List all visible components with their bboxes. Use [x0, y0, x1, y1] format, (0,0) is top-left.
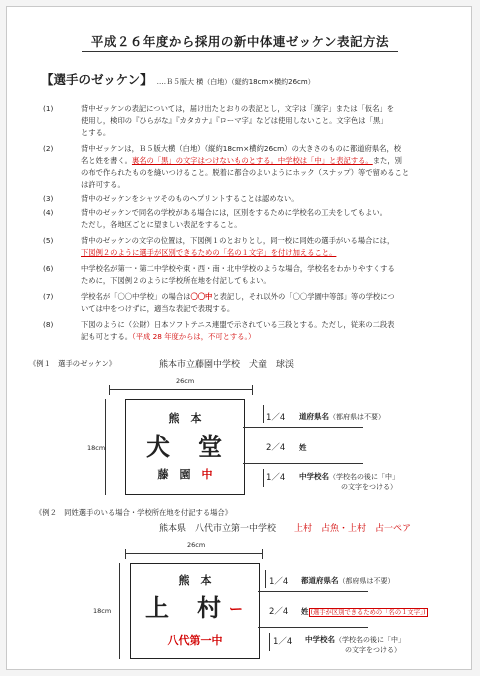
desc-prefecture: 道府県名（都府県は不要） — [299, 412, 385, 421]
example1-bib — [125, 399, 245, 495]
desc-surname: 姓 (選手が区別できるための「名の１文字」) — [301, 607, 426, 616]
desc-prefecture: 都道府県名（都府県は不要） — [301, 576, 395, 585]
width-dimension-line — [109, 389, 253, 390]
ratio-top: 1／4 — [269, 577, 289, 587]
rule-text: の布で作られたものを縫いつけること。脱着に都合のよいようにホック（スナップ）等で留めること — [81, 168, 410, 177]
rule-text-highlight: 下図例２のように選手が区別できるための「名の１文字」を付け加えること。 — [81, 248, 337, 257]
rule-text: 背中のゼッケンをシャツそのものへプリントすることは認めない。 — [81, 194, 299, 203]
section-heading — [41, 69, 315, 88]
example2-width-label: 26cm — [187, 541, 206, 549]
document-page — [6, 6, 472, 670]
rule-number: (6) — [43, 264, 54, 273]
rule-text: 背中ゼッケンは，Ｂ５版大横（白地）（縦約18cm×横約26cm）の大きさのものに都道府県名，校 — [81, 144, 402, 153]
highlight-text: （平成 28 年度からは，不可とする。） — [132, 332, 256, 341]
ratio-middle: 2／4 — [269, 607, 289, 617]
example2-title: 熊本県 八代市立第一中学校 上村 占魚・上村 占一ペア — [159, 524, 412, 534]
example1-height-label: 18cm — [87, 444, 106, 452]
desc-surname-note: (選手が区別できるための「名の１文字」) — [310, 609, 426, 616]
highlight-text: 裏名の「黒」の文字はつけないものとする。中学校は「中」と表記する。 — [131, 156, 373, 165]
bib-surname: 上 村 ー — [145, 594, 245, 622]
example2-label: 《例２ 同姓選手のいる場合・学校所在地を付記する場合》 — [35, 508, 233, 517]
example1-label: 《例１ 選手のゼッケン》 — [29, 359, 117, 368]
section-title: 【選手のゼッケン】 — [41, 72, 153, 87]
rule-text: 背中のゼッケンの文字の位置は，下図例１のとおりとし，同一校に同姓の選手がいる場合には， — [81, 236, 395, 245]
guide-line — [258, 627, 368, 628]
rule-number: (7) — [43, 292, 54, 301]
rule-text: 中学校名が第一・第二中学校や東・西・南・北中学校のような場合，学校名をわかりやすくする — [81, 264, 395, 273]
rule-number: (2) — [43, 144, 54, 153]
ratio-middle: 2／4 — [266, 443, 286, 453]
rule-text: とする。 — [81, 128, 111, 137]
dimension-tick — [109, 385, 110, 395]
ratio-bottom: 1／4 — [273, 637, 293, 647]
guide-line — [258, 591, 368, 592]
ratio-bottom: 1／4 — [266, 473, 286, 483]
highlight-text: 〇〇中 — [190, 292, 213, 301]
guide-tick — [265, 570, 266, 588]
bib-name-initial-mark: ー — [229, 602, 245, 618]
rule-text: 背中のゼッケンで同名の学校がある場合には，区別をするために学校名の工夫をしてもよい。 — [81, 208, 387, 217]
dimension-tick — [125, 549, 126, 559]
rule-text: 背中ゼッケンの表記については，届け出たとおりの表記とし，文字は「漢字」または「仮名」を — [81, 104, 395, 113]
rule-text: 名と姓を書く。裏名の「黒」の文字はつけないものとする。中学校は「中」と表記する。また，別 — [81, 156, 402, 165]
guide-line — [243, 463, 363, 464]
height-dimension-line — [119, 563, 120, 659]
rule-number: (4) — [43, 208, 54, 217]
rule-number: (3) — [43, 194, 54, 203]
rule-number: (8) — [43, 320, 54, 329]
rule-text: 記も可とする。（平成 28 年度からは，不可とする。） — [81, 332, 256, 341]
example2-bib — [130, 563, 260, 659]
ratio-top: 1／4 — [266, 413, 286, 423]
bib-surname: 犬 堂 — [146, 433, 224, 461]
bib-school: 藤 園 中 — [157, 468, 213, 481]
bib-prefecture: 熊 本 — [168, 412, 202, 425]
rule-text: ただし，各地区ごとに望ましい表記をすること。 — [81, 220, 242, 229]
example1-width-label: 26cm — [176, 377, 195, 385]
dimension-tick — [252, 385, 253, 395]
section-size-note: ‥‥Ｂ５版大 横（白地）（縦約18cm×横約26cm） — [156, 78, 315, 86]
desc-school: 中学校名（学校名の後に「中」 の文字をつける） — [299, 472, 399, 491]
rule-number: (1) — [43, 104, 54, 113]
desc-school: 中学校名（学校名の後に「中」 の文字をつける） — [305, 635, 405, 654]
guide-line — [243, 427, 363, 428]
desc-surname: 姓 — [299, 443, 307, 452]
dimension-tick — [262, 549, 263, 559]
guide-tick — [269, 633, 270, 651]
rule-text: ために，下図例２のように学校所在地を付記してもよい。 — [81, 276, 271, 285]
example1-title: 熊本市立藤園中学校 犬童 球渓 — [159, 360, 295, 370]
rule-text: 使用し，検印の『ひらがな』『カタカナ』『ローマ字』などは使用しないこと。文字色は「黒」 — [81, 116, 388, 125]
rule-text: 下図のように（公財）日本ソフトテニス連盟で示されている三段とする。ただし，従来の二段表 — [81, 320, 395, 329]
guide-tick — [263, 405, 264, 423]
example2-height-label: 18cm — [93, 607, 112, 615]
rule-text: いては中をつけずに，適当な表記で表現する。 — [81, 304, 235, 313]
guide-tick — [263, 469, 264, 487]
page-title: 平成２６年度から採用の新中体連ゼッケン表記方法 — [82, 33, 398, 52]
bib-prefecture: 熊 本 — [178, 574, 212, 587]
rule-text: 学校名が「〇〇中学校」の場合は〇〇中と表記し，それ以外の「〇〇学園中等部」等の学校につ — [81, 292, 395, 301]
width-dimension-line — [125, 553, 263, 554]
rule-text: は許可する。 — [81, 180, 125, 189]
bib-school: 八代第一中 — [167, 634, 223, 647]
rule-number: (5) — [43, 236, 54, 245]
